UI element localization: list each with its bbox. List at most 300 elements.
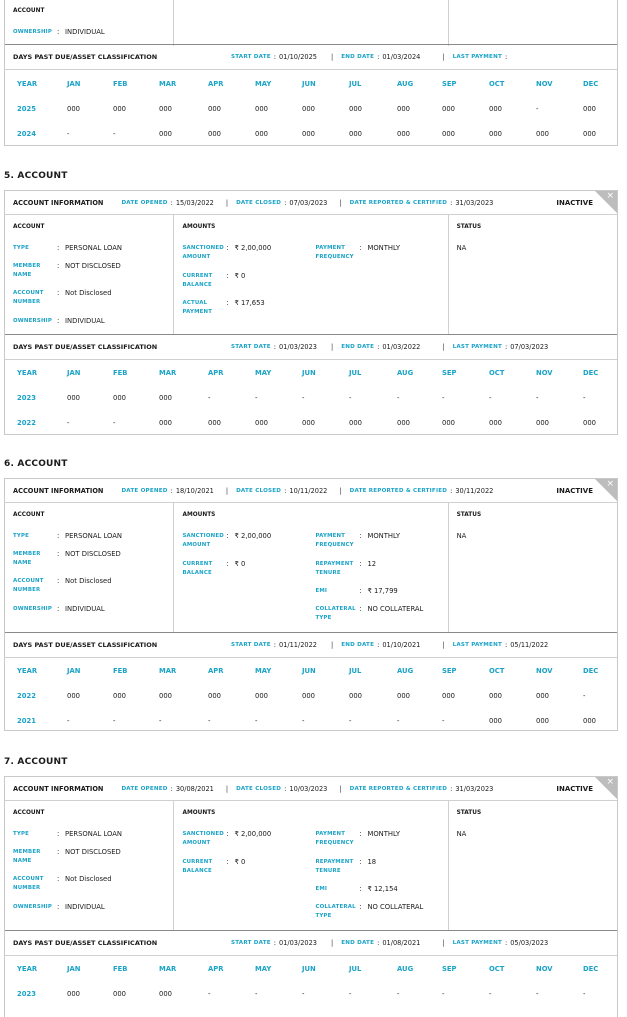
end-date-value: 01/03/2024	[382, 53, 421, 61]
dpd-cell: 000	[302, 105, 315, 113]
dpd-year-row	[5, 411, 617, 435]
dpd-cell: 000	[208, 130, 221, 138]
account-card	[4, 190, 618, 435]
last-payment-label: LAST PAYMENT	[452, 940, 502, 946]
month-label: DEC	[583, 80, 599, 88]
status-column-title: STATUS	[456, 512, 482, 518]
emi-value: ₹ 12,154	[367, 885, 398, 893]
month-label: YEAR	[17, 965, 38, 973]
last-payment-label: LAST PAYMENT	[452, 344, 502, 350]
dpd-month-header	[5, 361, 617, 385]
month-label: FEB	[113, 667, 128, 675]
account-number-label: ACCOUNT NUMBER	[13, 290, 44, 305]
colon: :	[226, 830, 229, 838]
account-number	[13, 289, 112, 306]
dpd-cell: 000	[489, 105, 502, 113]
month-label: MAY	[255, 965, 272, 973]
close-icon[interactable]: ×	[606, 191, 614, 201]
dpd-cell: 000	[208, 419, 221, 427]
month-label: MAY	[255, 80, 272, 88]
ownership-label: OWNERSHIP	[13, 318, 53, 324]
account-state-badge: INACTIVE	[556, 486, 593, 495]
colon: :	[57, 875, 60, 883]
collateral-type	[315, 605, 423, 622]
dpd-cell: 000	[208, 105, 221, 113]
dpd-cell: -	[302, 990, 305, 998]
status-value: NA	[456, 532, 467, 540]
amounts-column-title: AMOUNTS	[182, 810, 216, 816]
account-number-label: ACCOUNT NUMBER	[13, 876, 44, 891]
dpd-cell: -	[255, 990, 258, 998]
month-label: JUL	[349, 369, 362, 377]
amounts-column	[174, 0, 448, 46]
separator: |	[330, 641, 334, 649]
colon: :	[450, 198, 453, 207]
member-name	[13, 848, 121, 865]
dpd-header-bar	[5, 334, 617, 360]
dpd-cell: -	[255, 717, 258, 725]
current-balance-value: ₹ 0	[234, 858, 246, 866]
account-columns	[5, 503, 617, 632]
month-label: JUN	[302, 965, 316, 973]
month-label: DEC	[583, 667, 599, 675]
dpd-year[interactable]: 2024	[17, 130, 36, 138]
current-balance	[182, 272, 245, 289]
start-date-label: START DATE	[231, 344, 271, 350]
account-card	[4, 478, 618, 731]
amounts-column-title: AMOUNTS	[182, 512, 216, 518]
payment-frequency	[315, 532, 400, 549]
dpd-cell: -	[255, 394, 258, 402]
current-balance-label: CURRENT BALANCE	[182, 561, 213, 576]
account-column-title: ACCOUNT	[13, 224, 45, 230]
dpd-cell: 000	[489, 692, 502, 700]
month-label: YEAR	[17, 80, 38, 88]
month-label: JUL	[349, 965, 362, 973]
account-column	[5, 801, 174, 930]
separator: |	[339, 784, 342, 793]
last-payment-label: LAST PAYMENT	[452, 54, 502, 60]
colon: :	[450, 784, 453, 793]
member-name-label: MEMBER NAME	[13, 849, 41, 864]
account-number-value: Not Disclosed	[65, 289, 112, 297]
colon: :	[273, 939, 276, 947]
date-reported-value: 30/11/2022	[455, 486, 494, 495]
end-date-label: END DATE	[341, 940, 375, 946]
date-reported-value: 31/03/2023	[455, 198, 494, 207]
member-name-value: NOT DISCLOSED	[65, 550, 121, 558]
colon: :	[170, 486, 173, 495]
separator: |	[330, 53, 334, 61]
end-date-value: 01/10/2021	[382, 641, 421, 649]
colon: :	[359, 858, 362, 866]
current-balance-label: CURRENT BALANCE	[182, 859, 213, 874]
dpd-cell: 000	[397, 419, 410, 427]
member-name-value: NOT DISCLOSED	[65, 262, 121, 270]
dpd-cell: 000	[536, 130, 549, 138]
status-column	[449, 215, 617, 334]
colon: :	[226, 272, 229, 280]
month-label: NOV	[536, 667, 553, 675]
date-opened-label: DATE OPENED	[121, 487, 168, 494]
dpd-year[interactable]: 2022	[17, 692, 36, 700]
month-label: FEB	[113, 80, 128, 88]
type	[13, 244, 122, 253]
month-label: JAN	[67, 965, 81, 973]
colon: :	[226, 299, 229, 307]
account-columns	[5, 801, 617, 930]
month-label: SEP	[442, 369, 457, 377]
separator: |	[330, 939, 334, 947]
repayment-tenure	[315, 858, 376, 875]
dpd-header-bar	[5, 632, 617, 658]
repayment-tenure-label: REPAYMENT TENURE	[315, 859, 354, 874]
end-date-value: 01/08/2021	[382, 939, 421, 947]
account-info-title: ACCOUNT INFORMATION	[13, 486, 104, 495]
colon: :	[450, 486, 453, 495]
status-column	[449, 503, 617, 632]
dpd-cell: 000	[302, 692, 315, 700]
month-label: OCT	[489, 80, 505, 88]
dpd-cell: 000	[583, 105, 596, 113]
month-label: APR	[208, 667, 224, 675]
repayment-tenure-value: 12	[367, 560, 377, 568]
month-label: APR	[208, 965, 224, 973]
start-date-value: 01/11/2022	[278, 641, 317, 649]
current-balance	[182, 560, 245, 577]
month-label: YEAR	[17, 667, 38, 675]
dpd-cell: 000	[442, 105, 455, 113]
month-label: MAR	[159, 667, 177, 675]
sanctioned-amount-value: ₹ 2,00,000	[234, 244, 272, 252]
dpd-year[interactable]: 2023	[17, 394, 36, 402]
colon: :	[57, 317, 60, 325]
amounts-column-title: AMOUNTS	[182, 224, 216, 230]
colon: :	[57, 550, 60, 558]
colon: :	[284, 198, 287, 207]
current-balance-value: ₹ 0	[234, 272, 246, 280]
account-section-heading: 5. ACCOUNT	[4, 171, 68, 181]
close-icon[interactable]: ×	[606, 479, 614, 489]
dpd-cell: 000	[255, 692, 268, 700]
dpd-cell: 000	[159, 990, 172, 998]
dpd-title: DAYS PAST DUE/ASSET CLASSIFICATION	[13, 641, 158, 649]
date-reported-label: DATE REPORTED & CERTIFIED	[349, 487, 448, 494]
colon: :	[170, 784, 173, 793]
colon: :	[57, 903, 60, 911]
month-label: SEP	[442, 965, 457, 973]
colon: :	[284, 486, 287, 495]
account-column	[5, 215, 174, 334]
dpd-cell: 000	[583, 717, 596, 725]
month-label: OCT	[489, 965, 505, 973]
account-column-title: ACCOUNT	[13, 512, 45, 518]
payment-frequency-value: MONTHLY	[367, 532, 401, 540]
separator: |	[442, 939, 445, 947]
colon: :	[273, 343, 276, 351]
payment-frequency-value: MONTHLY	[367, 830, 401, 838]
dpd-cell: -	[442, 394, 445, 402]
colon: :	[273, 53, 276, 61]
separator: |	[339, 198, 342, 207]
account-info-title: ACCOUNT INFORMATION	[13, 198, 104, 207]
dpd-cell: 000	[397, 105, 410, 113]
month-label: AUG	[397, 80, 414, 88]
dpd-cell: 000	[536, 717, 549, 725]
dpd-cell: -	[489, 394, 492, 402]
dpd-year-row	[5, 386, 617, 410]
ownership-value: INDIVIDUAL	[65, 28, 105, 36]
month-label: AUG	[397, 965, 414, 973]
month-label: JAN	[67, 667, 81, 675]
type	[13, 830, 122, 839]
dpd-cell: -	[397, 394, 400, 402]
colon: :	[359, 532, 362, 540]
member-name	[13, 262, 121, 279]
colon: :	[57, 262, 60, 270]
amounts-column	[174, 503, 448, 632]
colon: :	[377, 641, 380, 649]
collateral-type-value: NO COLLATERAL	[367, 903, 424, 911]
start-date-value: 01/10/2025	[278, 53, 317, 61]
dpd-cell: -	[397, 990, 400, 998]
dpd-cell: -	[113, 130, 116, 138]
dpd-cell: -	[536, 105, 539, 113]
account-number-value: Not Disclosed	[65, 577, 112, 585]
dpd-cell: 000	[159, 130, 172, 138]
dpd-cell: -	[67, 130, 70, 138]
type-value: PERSONAL LOAN	[65, 830, 122, 838]
ownership-value: INDIVIDUAL	[65, 605, 105, 613]
month-label: YEAR	[17, 369, 38, 377]
status-value: NA	[456, 244, 467, 252]
member-name	[13, 550, 121, 567]
last-payment-value: 05/11/2022	[510, 641, 549, 649]
sanctioned-amount-label: SANCTIONED AMOUNT	[182, 245, 224, 260]
account-section-heading: 6. ACCOUNT	[4, 459, 68, 469]
sanctioned-amount-label: SANCTIONED AMOUNT	[182, 831, 224, 846]
dpd-cell: -	[208, 394, 211, 402]
status-column-title: STATUS	[456, 810, 482, 816]
dpd-cell: -	[208, 717, 211, 725]
emi	[315, 885, 397, 894]
separator: |	[225, 198, 229, 207]
dpd-cell: 000	[349, 692, 362, 700]
colon: :	[284, 784, 287, 793]
payment-frequency-label: PAYMENT FREQUENCY	[315, 245, 354, 260]
dpd-cell: 000	[442, 692, 455, 700]
dpd-cell: 000	[302, 419, 315, 427]
date-opened-value: 15/03/2022	[175, 198, 214, 207]
payment-frequency	[315, 830, 400, 847]
dpd-cell: 000	[255, 419, 268, 427]
account-state-badge: INACTIVE	[556, 198, 593, 207]
month-label: MAR	[159, 965, 177, 973]
dpd-cell: 000	[536, 692, 549, 700]
payment-frequency	[315, 244, 400, 261]
dpd-year-row	[5, 709, 617, 733]
type	[13, 532, 122, 541]
dpd-year[interactable]: 2022	[17, 419, 36, 427]
month-label: JAN	[67, 80, 81, 88]
account-column	[5, 503, 174, 632]
start-date-value: 01/03/2023	[278, 939, 317, 947]
month-label: OCT	[489, 369, 505, 377]
date-opened-value: 18/10/2021	[175, 486, 214, 495]
month-label: APR	[208, 369, 224, 377]
month-label: FEB	[113, 965, 128, 973]
collateral-type	[315, 903, 423, 920]
collateral-type-label: COLLATERAL TYPE	[315, 904, 356, 919]
colon: :	[504, 53, 508, 61]
date-reported-label: DATE REPORTED & CERTIFIED	[349, 785, 448, 792]
dpd-header-bar	[5, 44, 617, 70]
dpd-cell: -	[302, 394, 305, 402]
actual-payment	[182, 299, 264, 316]
colon: :	[226, 858, 229, 866]
colon: :	[57, 244, 60, 252]
dpd-cell: -	[302, 717, 305, 725]
dpd-cell: 000	[349, 105, 362, 113]
month-label: MAY	[255, 667, 272, 675]
colon: :	[377, 939, 380, 947]
month-label: MAY	[255, 369, 272, 377]
date-reported-label: DATE REPORTED & CERTIFIED	[349, 199, 448, 206]
month-label: JUL	[349, 667, 362, 675]
month-label: FEB	[113, 369, 128, 377]
dpd-cell: 000	[159, 394, 172, 402]
repayment-tenure-value: 18	[367, 858, 377, 866]
payment-frequency-value: MONTHLY	[367, 244, 401, 252]
type-value: PERSONAL LOAN	[65, 244, 122, 252]
end-date-label: END DATE	[341, 344, 375, 350]
dpd-title: DAYS PAST DUE/ASSET CLASSIFICATION	[13, 939, 158, 947]
colon: :	[273, 641, 276, 649]
separator: |	[442, 343, 445, 351]
amounts-column	[174, 215, 448, 334]
dpd-cell: 000	[113, 105, 126, 113]
colon: :	[57, 830, 60, 838]
colon: :	[359, 605, 362, 613]
payment-frequency-label: PAYMENT FREQUENCY	[315, 533, 354, 548]
dpd-cell: -	[442, 990, 445, 998]
dpd-cell: 000	[489, 717, 502, 725]
end-date-value: 01/03/2022	[382, 343, 421, 351]
dpd-month-header	[5, 659, 617, 683]
dpd-cell: 000	[67, 394, 80, 402]
close-icon[interactable]: ×	[606, 777, 614, 787]
dpd-year-row	[5, 684, 617, 708]
sanctioned-amount-label: SANCTIONED AMOUNT	[182, 533, 224, 548]
dpd-year-row	[5, 97, 617, 121]
colon: :	[57, 532, 60, 540]
account-info-bar	[5, 479, 617, 503]
dpd-cell: 000	[397, 692, 410, 700]
dpd-cell: -	[442, 717, 445, 725]
month-label: MAR	[159, 80, 177, 88]
month-label: SEP	[442, 667, 457, 675]
dpd-cell: 000	[67, 692, 80, 700]
dpd-cell: -	[583, 990, 586, 998]
dpd-year[interactable]: 2023	[17, 990, 36, 998]
month-label: NOV	[536, 80, 553, 88]
dpd-cell: 000	[536, 419, 549, 427]
dpd-cell: 000	[442, 130, 455, 138]
dpd-cell: 000	[113, 692, 126, 700]
account-column-title: ACCOUNT	[13, 810, 45, 816]
status-value: NA	[456, 830, 467, 838]
date-reported-value: 31/03/2023	[455, 784, 494, 793]
emi-label: EMI	[315, 588, 328, 594]
colon: :	[57, 28, 60, 36]
dpd-cell: 000	[349, 130, 362, 138]
date-closed-label: DATE CLOSED	[236, 199, 282, 206]
separator: |	[442, 641, 445, 649]
month-label: NOV	[536, 369, 553, 377]
month-label: APR	[208, 80, 224, 88]
dpd-cell: 000	[349, 419, 362, 427]
sanctioned-amount	[182, 830, 271, 847]
amounts-column	[174, 801, 448, 930]
type-label: TYPE	[13, 245, 30, 251]
dpd-cell: -	[489, 990, 492, 998]
colon: :	[504, 641, 508, 649]
current-balance	[182, 858, 245, 875]
last-payment-label: LAST PAYMENT	[452, 642, 502, 648]
dpd-cell: 000	[159, 419, 172, 427]
month-label: NOV	[536, 965, 553, 973]
account-info-bar	[5, 777, 617, 801]
sanctioned-amount-value: ₹ 2,00,000	[234, 830, 272, 838]
dpd-cell: 000	[442, 419, 455, 427]
dpd-cell: 000	[113, 990, 126, 998]
dpd-year[interactable]: 2025	[17, 105, 36, 113]
sanctioned-amount-value: ₹ 2,00,000	[234, 532, 272, 540]
month-label: JUN	[302, 667, 316, 675]
account-column	[5, 0, 174, 46]
account-number	[13, 875, 112, 892]
dpd-cell: -	[536, 990, 539, 998]
dpd-cell: -	[113, 717, 116, 725]
month-label: JAN	[67, 369, 81, 377]
dpd-cell: 000	[159, 105, 172, 113]
status-column	[449, 0, 617, 46]
repayment-tenure-label: REPAYMENT TENURE	[315, 561, 354, 576]
dpd-cell: 000	[255, 105, 268, 113]
type-label: TYPE	[13, 831, 30, 837]
date-closed-value: 10/03/2023	[289, 784, 328, 793]
account-number-value: Not Disclosed	[65, 875, 112, 883]
colon: :	[359, 830, 362, 838]
date-closed-label: DATE CLOSED	[236, 785, 282, 792]
dpd-year[interactable]: 2021	[17, 717, 36, 725]
colon: :	[57, 289, 60, 297]
dpd-cell: 000	[67, 990, 80, 998]
dpd-cell: -	[536, 394, 539, 402]
start-date-label: START DATE	[231, 642, 271, 648]
colon: :	[57, 848, 60, 856]
dpd-cell: -	[397, 717, 400, 725]
ownership	[13, 28, 105, 37]
emi-value: ₹ 17,799	[367, 587, 398, 595]
separator: |	[442, 53, 445, 61]
start-date-label: START DATE	[231, 940, 271, 946]
month-label: DEC	[583, 965, 599, 973]
date-closed-value: 07/03/2023	[289, 198, 328, 207]
start-date-label: START DATE	[231, 54, 271, 60]
colon: :	[504, 939, 508, 947]
account-card-partial	[4, 0, 618, 146]
